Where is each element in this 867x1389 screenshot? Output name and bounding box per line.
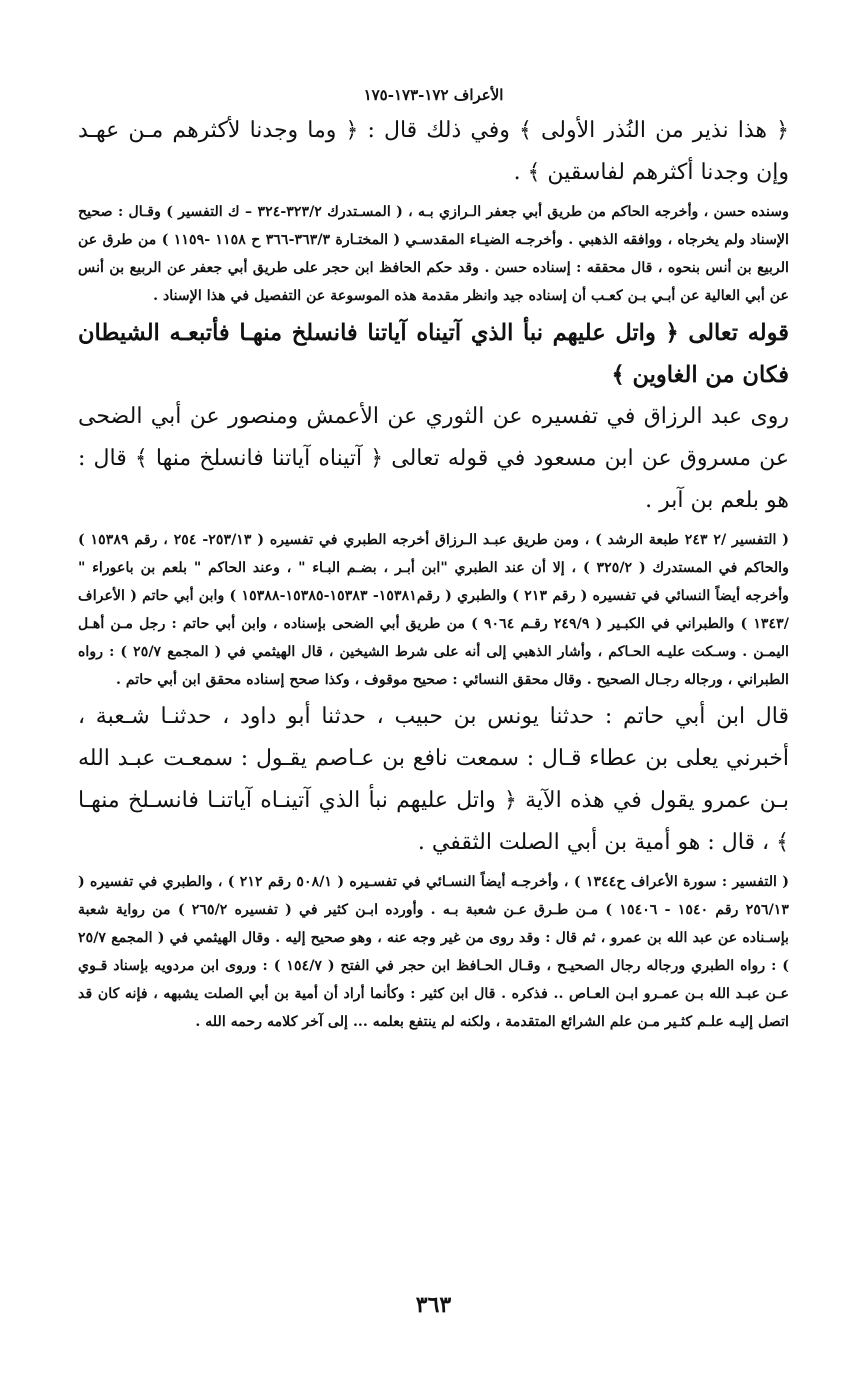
body-paragraph-1: ﴿ هذا نذير من النُذر الأولى ﴾ وفي ذلك قال : ﴿ وما وجدنا لأكثرهم مـن عهـد وإن وجدنا أكثرهم لفاسقين ﴾ . — [78, 118, 789, 185]
running-header: الأعراف ١٧٢-١٧٣-١٧٥ — [363, 86, 504, 104]
footnote-1: وسنده حسن ، وأخرجه الحاكم من طريق أبي جعفر الـرازي بـه ، ( المسـتدرك ٣٢٣/٢-٣٢٤ – ك التفسير ) وقـال : صحيح الإسناد ولم يخرجاه ، ووافقه الذهبي . وأخرجـه الضيـاء المقدسـي ( المختـارة ٣٦٣/٣-٣٦٦ ح ١١٥٨ -١١٥٩ ) من طرق عن الربيع بن أنس بنحوه ، قال محققه : إسناده حسن . وقد حكم الحافظ ابن حجر على طريق أبي جعفر عن الربيع بن أنس عن أبي العالية عن أبـي بـن كعـب أن إسناده جيد وانظر مقدمة هذه الموسوعة عن التفصيل في هذا الإسناد . — [78, 204, 790, 304]
document-page — [78, 86, 789, 1038]
footnote-2: ( التفسير /٢ ٢٤٣ طبعة الرشد ) ، ومن طريق عبـد الـرزاق أخرجه الطبري في تفسيره ( ٢٥٣/١٣- ٢٥٤ ، رقم ١٥٣٨٩ ) والحاكم في المستدرك ( ٣٢٥/٢ ) ، إلا أن عند الطبري "ابن أبـر ، بضـم البـاء " ، وعند الحاكم " بلعم بن باعوراء " وأخرجه أيضاً النسائي في تفسيره ( رقم ٢١٣ ) والطبري ( رقم١٥٣٨١- ١٥٣٨٣-١٥٣٨٥-١٥٣٨٨ ) وابن أبي حاتم ( الأعراف /١٣٤٣ ) والطبراني في الكبـير ( ٢٤٩/٩ رقـم ٩٠٦٤ ) من طريق أبي الضحى بإسناده ، وابن أبي حاتم : رجل مـن أهـل اليمـن . وسـكت عليـه الحـاكم ، وأشار الذهبي إلى أنه على شرط الشيخين ، قال الهيثمي في ( المجمع ٢٥/٧ ) : رواه الطبراني ، ورجاله رجـال الصحيح . وقال محقق النسائي : صحيح موقوف ، وكذا صحح إسناده محقق ابن أبي حاتم . — [78, 532, 790, 688]
body-paragraph-2: روى عبد الرزاق في تفسيره عن الثوري عن الأعمش ومنصور عن أبي الضحى عن مسروق عن ابن مسعود في قوله تعالى ﴿ آتيناه آياتنا فانسلخ منها ﴾ قال : هو بلعم بن آبر . — [78, 404, 789, 513]
body-paragraph-3: قال ابن أبي حاتم : حدثنا يونس بن حبيب ، حدثنا أبو داود ، حدثنـا شـعبة ، أخبرني يعلى بن عطاء قـال : سمعت نافع بن عـاصم يقـول : سمعـت عبـد الله بـن عمرو يقول في هذه الآية ﴿ واتل عليهم نبأ الذي آتينـاه آياتنـا فانسـلخ منهـا ﴾ ، قال : هو أمية بن أبي الصلت الثقفي . — [78, 704, 789, 855]
footnote-3: ( التفسير : سورة الأعراف ح١٣٤٤ ) ، وأخرجـه أيضاً النسـائي في تفسـيره ( ٥٠٨/١ رقم ٢١٢ ) ، والطبري في تفسيره ( ٢٥٦/١٣ رقم ١٥٤٠ - ١٥٤٠٦ ) مـن طـرق عـن شعبة بـه . وأورده ابـن كثير في ( تفسيره ٢٦٥/٢ ) من رواية شعبة بإسـناده عن عبد الله بن عمرو ، ثم قال : وقد روى من غير وجه عنه ، وهو صحيح إليه . وقال الهيثمي في ( المجمع ٢٥/٧ ) : رواه الطبري ورجاله رجال الصحيـح ، وقـال الحـافظ ابن حجر في الفتح ( ١٥٤/٧ ) : وروى ابن مردويه بإسناد قـوي عـن عبـد الله بـن عمـرو ابـن العـاص .. فذكره . قال ابن كثير : وكأنما أراد أن أمية بن أبي الصلت يشبهه ، فإنه كان قد اتصل إليـه علـم كثـير مـن علم الشرائع المتقدمة ، ولكنه لم ينتفع بعلمه ... إلى آخر كلامه رحمه الله . — [78, 874, 789, 1030]
page-number: ٣٦٣ — [415, 1292, 452, 1318]
verse-heading: قوله تعالى ﴿ واتل عليهم نبأ الذي آتيناه آياتنا فانسلخ منهـا فأتبعـه الشيطان فكان من الغاوين ﴾ — [78, 320, 789, 388]
